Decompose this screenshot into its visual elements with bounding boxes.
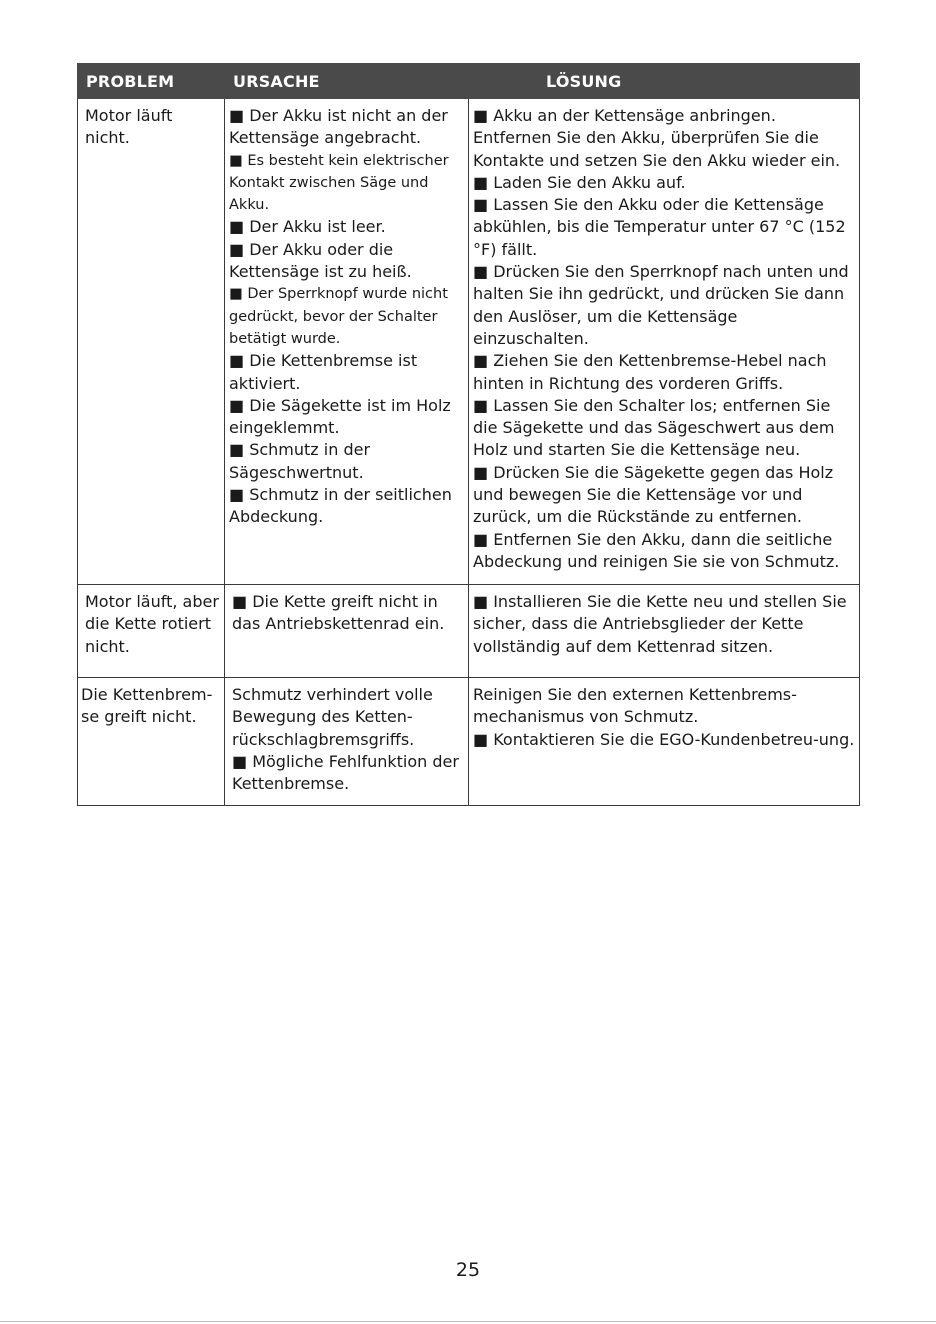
- cause-item: ■ Der Sperrknopf wurde nicht gedrückt, bevor der Schalter betätigt wurde.: [229, 283, 464, 350]
- solution-item: ■ Akku an der Kettensäge anbringen. Entfernen Sie den Akku, überprüfen Sie die Kontakte und setzen Sie den Akku wieder ein.: [473, 105, 855, 172]
- table-row: [78, 585, 860, 678]
- cause-item: ■ Mögliche Fehlfunktion der Kettenbremse.: [232, 751, 464, 796]
- solution-item: ■ Laden Sie den Akku auf.: [473, 172, 855, 194]
- solution-item: ■ Entfernen Sie den Akku, dann die seitliche Abdeckung und reinigen Sie sie von Schmutz.: [473, 529, 855, 574]
- cause-item: ■ Die Sägekette ist im Holz eingeklemmt.: [229, 395, 464, 440]
- solution-item: Reinigen Sie den externen Kettenbrems-mechanismus von Schmutz.: [473, 685, 797, 727]
- table-row: [78, 99, 860, 585]
- troubleshooting-table: [77, 63, 860, 806]
- cause-item: ■ Der Akku oder die Kettensäge ist zu heiß.: [229, 239, 464, 284]
- solution-item: ■ Drücken Sie die Sägekette gegen das Holz und bewegen Sie die Kettensäge vor und zurück, um die Rückstände zu entfernen.: [473, 462, 855, 529]
- problem-cell: Motor läuft, aber die Kette rotiert nicht.: [78, 585, 225, 678]
- problem-cell: Motor läuft nicht.: [78, 99, 225, 585]
- cause-item: ■ Schmutz in der seitlichen Abdeckung.: [229, 484, 464, 529]
- solution-item: ■ Ziehen Sie den Kettenbremse-Hebel nach hinten in Richtung des vorderen Griffs.: [473, 350, 855, 395]
- solution-item: ■ Kontaktieren Sie die EGO-Kundenbetreu-ung.: [473, 729, 855, 751]
- solution-item: ■ Drücken Sie den Sperrknopf nach unten und halten Sie ihn gedrückt, und drücken Sie dann den Auslöser, um die Kettensäge einzuschalten.: [473, 261, 855, 350]
- cause-item: ■ Die Kettenbremse ist aktiviert.: [229, 350, 464, 395]
- solution-cell: [469, 678, 860, 806]
- header-ursache: URSACHE: [225, 64, 469, 99]
- cause-item: ■ Die Kette greift nicht in das Antriebskettenrad ein.: [232, 591, 464, 636]
- solution-cell: [469, 585, 860, 678]
- header-problem: PROBLEM: [78, 64, 225, 99]
- table-header-row: [78, 64, 860, 99]
- cause-item: ■ Der Akku ist nicht an der Kettensäge angebracht.: [229, 105, 464, 150]
- problem-cell: Die Kettenbrem-se greift nicht.: [78, 678, 225, 806]
- cause-cell: [225, 99, 469, 585]
- table-row: [78, 678, 860, 806]
- header-loesung: LÖSUNG: [469, 64, 860, 99]
- bottom-divider: [0, 1321, 936, 1322]
- cause-item: ■ Schmutz in der Sägeschwertnut.: [229, 439, 464, 484]
- cause-cell: [225, 678, 469, 806]
- cause-item: ■ Der Akku ist leer.: [229, 216, 464, 238]
- page-number: 25: [455, 1259, 481, 1281]
- solution-item: ■ Lassen Sie den Akku oder die Kettensäge abkühlen, bis die Temperatur unter 67 °C (152 °F) fällt.: [473, 194, 855, 261]
- cause-item: Schmutz verhindert volle Bewegung des Ketten-rückschlagbremsgriffs.: [232, 685, 433, 749]
- cause-item: ■ Es besteht kein elektrischer Kontakt zwischen Säge und Akku.: [229, 150, 464, 217]
- solution-item: ■ Installieren Sie die Kette neu und stellen Sie sicher, dass die Antriebsglieder der Kette vollständig auf dem Kettenrad sitzen.: [473, 591, 855, 658]
- cause-cell: [225, 585, 469, 678]
- solution-cell: [469, 99, 860, 585]
- solution-item: ■ Lassen Sie den Schalter los; entfernen Sie die Sägekette und das Sägeschwert aus dem Holz und starten Sie die Kettensäge neu.: [473, 395, 855, 462]
